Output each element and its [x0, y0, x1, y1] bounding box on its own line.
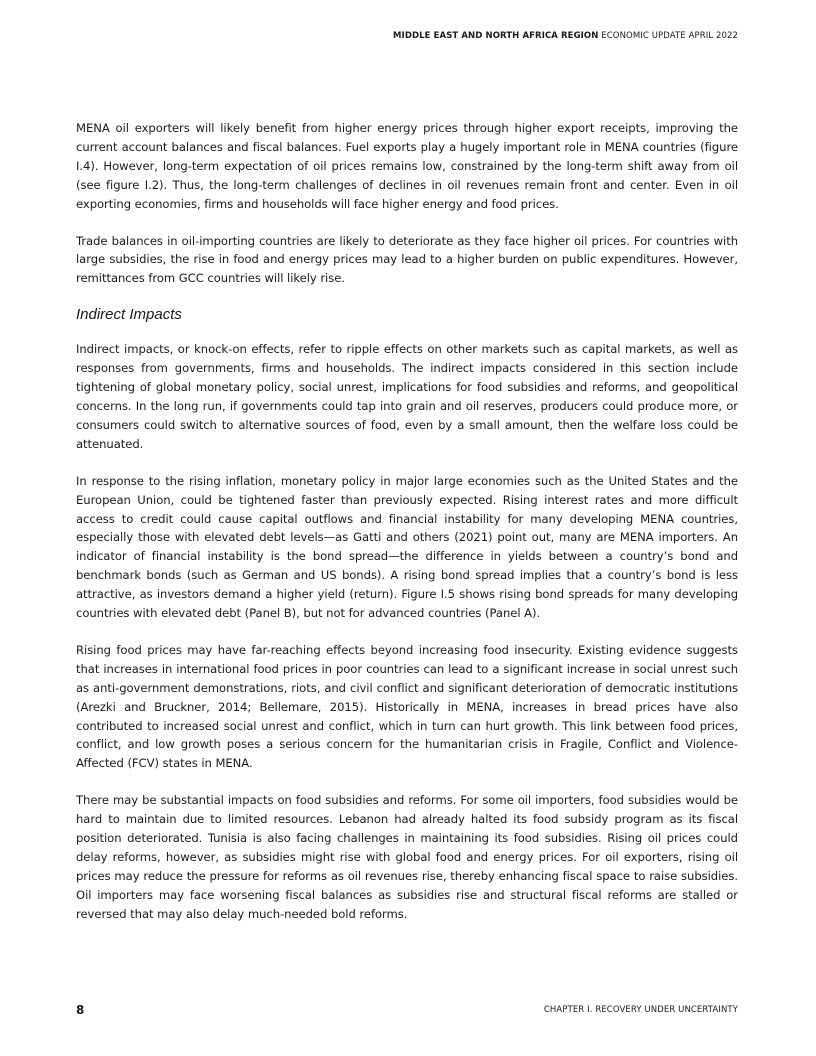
- header-region: MIDDLE EAST AND NORTH AFRICA REGION: [393, 31, 599, 41]
- page-number: 8: [76, 1003, 85, 1017]
- paragraph-trade-balances: Trade balances in oil-importing countries are likely to deteriorate as they face higher oil prices. For countries with large subsidies, the rise in food and energy prices may lead to a higher burden on public expenditures. However, remittances from GCC countries will likely rise.: [76, 233, 738, 286]
- section-heading: Indirect Impacts: [76, 306, 182, 324]
- chapter-footer: CHAPTER I. RECOVERY UNDER UNCERTAINTY: [543, 1005, 738, 1015]
- paragraph-indirect-impacts: Indirect impacts, or knock-on effects, refer to ripple effects on other markets such as capital markets, as well as responses from governments, firms and households. The indirect impacts considered in this section include tightening of global monetary policy, social unrest, implications for food subsidies and reforms, and geopolitical concerns. In the long run, if governments could tap into grain and oil reserves, producers could produce more, or consumers could switch to alternative sources of food, even by a small amount, then the welfare loss could be attenuated.: [76, 342, 738, 451]
- paragraph-monetary-policy: In response to the rising inflation, monetary policy in major large economies such as the United States and the European Union, could be tightened faster than previously expected. Rising interest rates and more difficult access to credit could cause capital outflows and financial instability for many developing MENA countries, especially those with elevated debt levels—as Gatti and others (2021) point out, many are MENA importers. An indicator of financial instability is the bond spread—the difference in yields between a country’s bond and benchmark bonds (such as German and US bonds). A rising bond spread implies that a country’s bond is less attractive, as investors demand a higher yield (return). Figure I.5 shows rising bond spreads for many developing countries with elevated debt (Panel B), but not for advanced countries (Panel A).: [76, 473, 738, 621]
- header-publication: ECONOMIC UPDATE APRIL 2022: [601, 31, 738, 41]
- paragraph-oil-exporters: MENA oil exporters will likely benefit from higher energy prices through higher export receipts, improving the current account balances and fiscal balances. Fuel exports play a hugely important role in MENA countries (figure I.4). However, long-term expectation of oil prices remains low, constrained by the long-term shift away from oil (see figure I.2). Thus, the long-term challenges of declines in oil revenues remain front and center. Even in oil exporting economies, firms and households will face higher energy and food prices.: [76, 121, 738, 211]
- running-header: [393, 31, 738, 41]
- paragraph-food-prices: Rising food prices may have far-reaching effects beyond increasing food insecurity. Existing evidence suggests that increases in international food prices in poor countries can lead to a significant increase in social unrest such as anti-government demonstrations, riots, and civil conflict and significant deterioration of democratic institutions (Arezki and Bruckner, 2014; Bellemare, 2015). Historically in MENA, increases in bread prices have also contributed to increased social unrest and conflict, which in turn can hurt growth. This link between food prices, conflict, and low growth poses a serious concern for the humanitarian crisis in Fragile, Conflict and Violence-Affected (FCV) states in MENA.: [76, 642, 738, 771]
- main-content: [76, 119, 738, 942]
- paragraph-food-subsidies: There may be substantial impacts on food subsidies and reforms. For some oil importers, food subsidies would be hard to maintain due to limited resources. Lebanon had already halted its food subsidy program as its fiscal position deteriorated. Tunisia is also facing challenges in maintaining its food subsidies. Rising oil prices could delay reforms, however, as subsidies might rise with global food and energy prices. For oil exporters, rising oil prices may reduce the pressure for reforms as oil revenues rise, thereby enhancing fiscal space to raise subsidies. Oil importers may face worsening fiscal balances as subsidies rise and structural fiscal reforms are stalled or reversed that may also delay much-needed bold reforms.: [76, 793, 738, 921]
